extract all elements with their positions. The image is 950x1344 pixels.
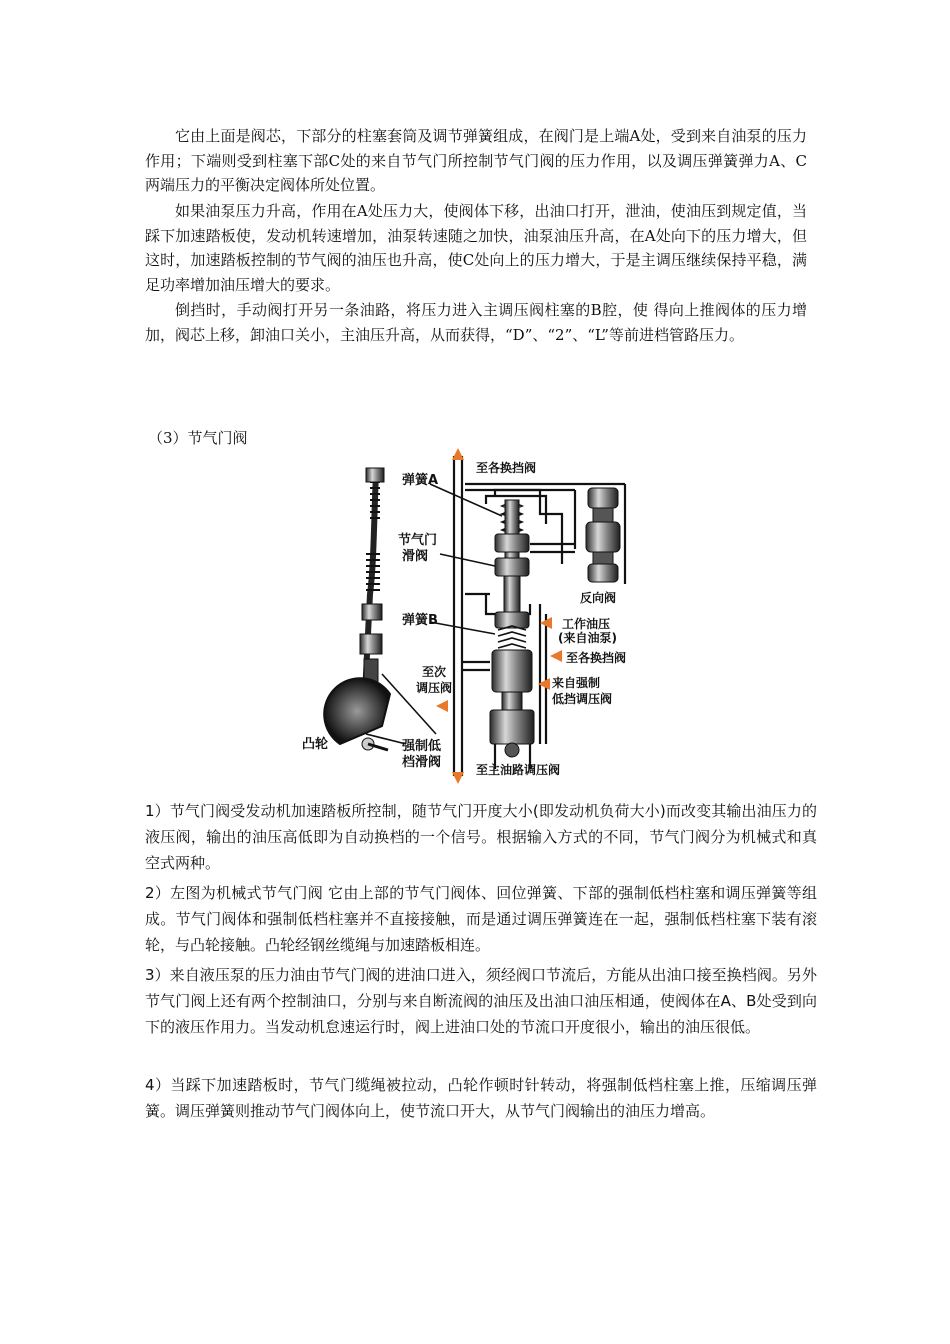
label-kickdown-line2: 档滑阀 — [402, 755, 442, 770]
section-heading: （3）节气门阀 — [148, 429, 248, 447]
label-to-main-regulator: 至主油路调压阀 — [476, 763, 561, 777]
label-from-kickdown-regulator — [552, 675, 612, 706]
paragraph-1: 它由上面是阀芯，下部分的柱塞套筒及调节弹簧组成，在阀门是上端A处，受到来自油泵的压力作用；下端则受到柱塞下部C处的来自节气门所控制节气门阀的压力作用，以及调压弹簧弹力A、C两端压力的平衡决定阀体所处位置。 — [145, 127, 807, 195]
label-working-line1: 工作油压 — [562, 617, 611, 631]
label-working-oil-pressure — [558, 616, 617, 645]
label-spring-b: 弹簧B — [402, 613, 438, 628]
throttle-valve-figure — [290, 444, 652, 788]
label-throttle-slide-valve-line1: 节气门 — [398, 533, 438, 548]
label-spring-a: 弹簧A — [402, 473, 439, 488]
label-throttle-slide-valve — [398, 532, 442, 564]
label-secondary-regulator — [416, 664, 452, 695]
label-reverse-valve: 反向阀 — [580, 591, 617, 605]
list-item-3: 3）来自液压泵的压力油由节气门阀的进油口进入，须经阀口节流后，方能从出油口接至换档阀。另外节气门阀上还有两个控制油口，分别与来自断流阀的油压及出油口油压相通，使阀体在A、B处受到向下的液压作用力。当发动机怠速运行时，阀上进油口处的节流口开度很小，输出的油压很低。 — [145, 966, 817, 1036]
reverse-valve — [586, 488, 620, 582]
label-throttle-slide-valve-line2: 滑阀 — [402, 549, 429, 564]
throttle-cable — [360, 468, 384, 714]
paragraph-3: 倒挡时，手动阀打开另一条油路，将压力进入主调压阀柱塞的B腔，使 得向上推阀体的压力增加，阀芯上移，卸油口关小，主油压升高，从而获得，“D”、“2”、“L”等前进档管路压力。 — [145, 301, 807, 344]
label-to-shift-valves-mid: 至各换挡阀 — [566, 651, 627, 665]
label-kickdown-slide-valve — [401, 738, 446, 770]
label-from-kickdown-line1: 来自强制 — [552, 676, 601, 690]
label-kickdown-line1: 强制低 — [402, 739, 442, 754]
label-secondary-line2: 调压阀 — [416, 681, 453, 695]
label-secondary-line1: 至次 — [422, 665, 447, 679]
list-item-2: 2）左图为机械式节气门阀 它由上部的节气门阀体、回位弹簧、下部的强制低档柱塞和调压弹簧等组成。节气门阀体和强制低档柱塞并不直接接触，而是通过调压弹簧连在一起，强制低档柱塞下装有滚轮，与凸轮接触。凸轮经钢丝缆绳与加速踏板相连。 — [145, 884, 817, 954]
list-item-4: 4）当踩下加速踏板时，节气门缆绳被拉动，凸轮作顿时针转动，将强制低档柱塞上推，压缩调压弹簧。调压弹簧则推动节气门阀体向上，使节流口开大，从节气门阀输出的油压力增高。 — [145, 1076, 817, 1120]
label-cam: 凸轮 — [302, 737, 329, 752]
label-to-shift-valves-top: 至各换挡阀 — [476, 461, 537, 475]
paragraph-2: 如果油泵压力升高，作用在A处压力大，使阀体下移，出油口打开，泄油，使油压到规定值，当踩下加速踏板使，发动机转速增加，油泵转速随之加快，油泵油压升高，在A处向下的压力增大，但这时，加速踏板控制的节气阀的油压也升高，使C处向上的压力增大，于是主调压继续保持平稳，满足功率增加油压增大的要求。 — [145, 202, 807, 294]
label-working-line2: (来自油泵) — [558, 631, 617, 645]
throttle-valve-stack — [490, 500, 534, 757]
label-from-kickdown-line2: 低挡调压阀 — [552, 692, 613, 706]
list-item-1: 1）节气门阀受发动机加速踏板所控制，随节气门开度大小(即发动机负荷大小)而改变其输出油压力的液压阀，输出的油压高低即为自动换档的一个信号。根据输入方式的不同，节气门阀分为机械式和真空式两种。 — [145, 802, 817, 872]
throttle-valve-diagram — [290, 444, 652, 788]
cam — [324, 678, 390, 750]
